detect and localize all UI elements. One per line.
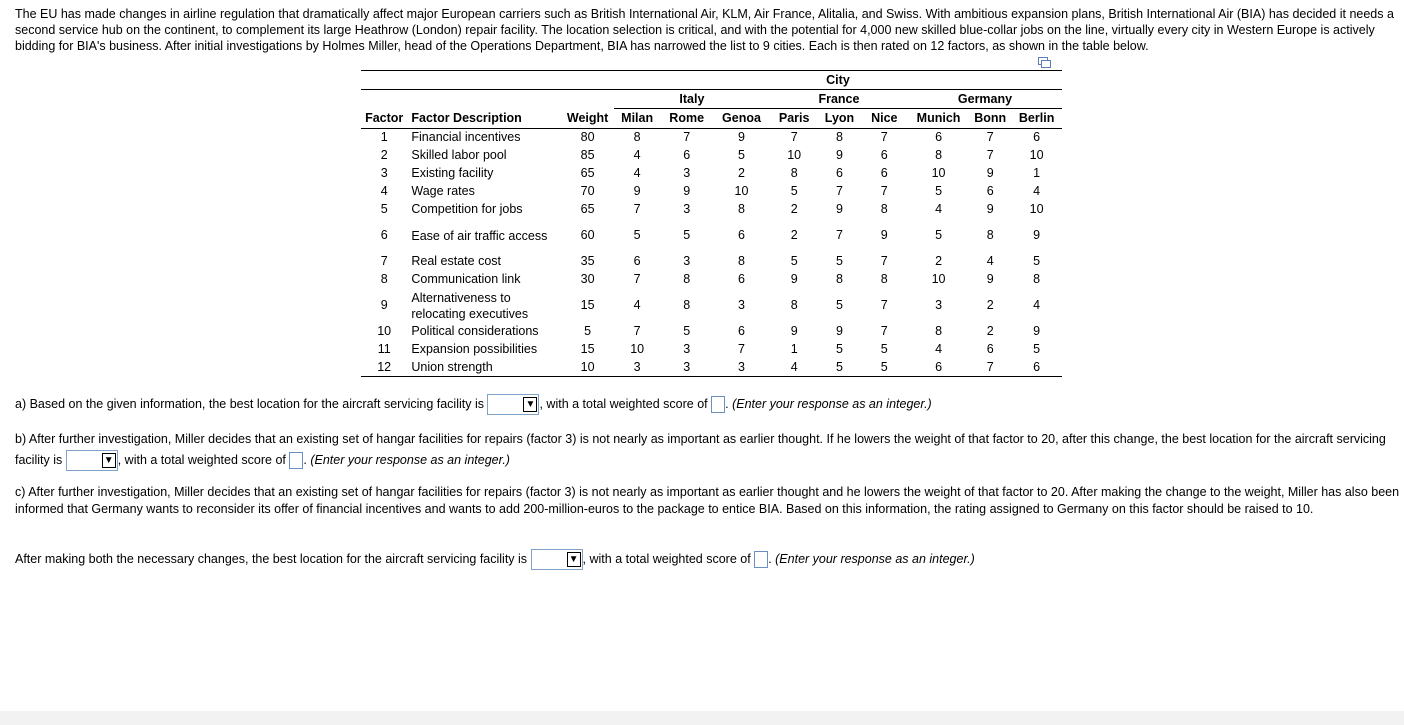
city-rating: 4 xyxy=(935,202,943,216)
city-rating: 10 xyxy=(787,148,802,162)
factor-number: 12 xyxy=(361,359,407,377)
city-rating: 2 xyxy=(935,254,943,268)
factor-description: Existing facility xyxy=(411,166,494,180)
question-b-text: b) After further investigation, Miller decides that an existing set of hangar facilities for repairs (factor 3) is not nearly as important as earlier thought. If he lowers the weight of that factor to 20, after this change, the best location for the aircraft servicing facility is xyxy=(15,432,1386,467)
city-rating: 8 xyxy=(633,130,641,145)
city-rating: 6 xyxy=(935,130,943,145)
city-rating: 9 xyxy=(737,130,745,145)
city-rating: 10 xyxy=(1029,148,1044,162)
col-header: Munich xyxy=(908,109,969,129)
factor-description: Real estate cost xyxy=(411,254,502,268)
question-a xyxy=(15,394,932,415)
factor-description: Skilled labor pool xyxy=(411,148,507,162)
city-rating: 8 xyxy=(1033,272,1041,286)
factor-description: Ease of air traffic access xyxy=(411,228,548,243)
factor-number: 8 xyxy=(380,272,388,286)
city-rating: 7 xyxy=(986,148,994,162)
question-c-text: c) After further investigation, Miller decides that an existing set of hangar facilities for repairs (factor 3) is not nearly as important as earlier thought and he lowers the weight of that factor to 20. After making the change to the weight, Miller has also been informed that Germany wants to reconsider its offer of financial incentives and wants to add 200-million-euros to the package to entice BIA. Based on this information, the rating assigned to Germany on this factor should be raised to 10. xyxy=(15,485,1400,516)
factor-weight: 65 xyxy=(580,166,595,180)
city-rating: 7 xyxy=(836,228,843,242)
city-rating: 6 xyxy=(737,272,745,286)
city-rating: 7 xyxy=(737,342,745,356)
question-c-prompt: After making both the necessary changes, the best location for the aircraft servicing facility is xyxy=(15,552,528,566)
city-rating: 5 xyxy=(683,324,691,338)
city-rating: 6 xyxy=(737,228,745,242)
city-rating: 8 xyxy=(836,272,843,286)
factor-description: Wage rates xyxy=(411,184,475,198)
city-rating: 8 xyxy=(790,166,798,180)
factor-weight: 85 xyxy=(580,148,595,162)
city-rating: 9 xyxy=(1033,228,1041,242)
city-rating: 5 xyxy=(836,298,843,312)
table-row xyxy=(361,147,1062,165)
dropdown-arrow-icon[interactable]: ▼ xyxy=(523,397,537,412)
city-rating: 1 xyxy=(790,342,798,356)
city-rating: 6 xyxy=(908,359,969,377)
city-rating: 8 xyxy=(683,272,691,286)
table-row xyxy=(361,341,1062,359)
factor-weight: 10 xyxy=(561,359,614,377)
factor-weight: 70 xyxy=(580,184,595,198)
factor-description: Alternativeness to relocating executives xyxy=(411,290,529,321)
copy-icon[interactable] xyxy=(1038,57,1051,69)
score-input-b[interactable] xyxy=(289,452,303,469)
city-rating: 4 xyxy=(770,359,818,377)
col-header: Factor xyxy=(361,109,407,129)
factor-number: 11 xyxy=(377,342,391,356)
city-rating: 5 xyxy=(836,254,843,268)
col-header: Milan xyxy=(614,109,660,129)
city-rating: 8 xyxy=(683,298,691,312)
question-b-mid: , with a total weighted score of xyxy=(117,453,286,467)
city-rating: 8 xyxy=(737,254,745,268)
city-rating: 6 xyxy=(633,254,641,268)
city-rating: 5 xyxy=(633,228,641,242)
factor-description: Union strength xyxy=(407,359,561,377)
table-row xyxy=(361,323,1062,341)
factor-number: 1 xyxy=(380,130,388,145)
city-rating: 10 xyxy=(931,166,946,180)
table-body xyxy=(361,129,1062,377)
city-rating: 5 xyxy=(935,228,943,242)
city-rating: 3 xyxy=(713,359,770,377)
city-rating: 5 xyxy=(790,184,798,198)
city-rating: 4 xyxy=(633,148,641,162)
city-rating: 6 xyxy=(986,342,994,356)
city-rating: 8 xyxy=(880,202,888,216)
city-rating: 5 xyxy=(880,342,888,356)
city-rating: 3 xyxy=(683,254,691,268)
score-input-c[interactable] xyxy=(754,551,768,568)
country-italy: Italy xyxy=(614,90,770,109)
table-row xyxy=(361,289,1062,323)
city-rating: 5 xyxy=(836,342,843,356)
factor-number: 7 xyxy=(380,254,388,268)
factor-number: 5 xyxy=(380,202,388,216)
city-rating: 10 xyxy=(1029,202,1044,216)
city-rating: 4 xyxy=(935,342,943,356)
city-rating: 9 xyxy=(836,148,843,162)
city-rating: 3 xyxy=(683,166,691,180)
problem-intro: The EU has made changes in airline regulation that dramatically affect major European carriers such as British International Air, KLM, Air France, Alitalia, and Swiss. With ambitious expansion plans, British International Air (BIA) has decided it needs a second service hub on the continent, to complement its large Heathrow (London) repair facility. The location selection is critical, and with the potential for 4,000 new skilled blue-collar jobs on the line, virtually every city in Western Europe is actively bidding for BIA's business. After initial investigations by Holmes Miller, head of the Operations Department, BIA has narrowed the list to 9 cities. Each is then rated on 12 factors, as shown in the table below. xyxy=(15,7,1394,54)
city-rating: 4 xyxy=(1033,184,1041,198)
factor-description: Communication link xyxy=(411,272,521,286)
city-rating: 10 xyxy=(931,272,946,286)
city-rating: 8 xyxy=(790,298,798,312)
city-rating: 2 xyxy=(790,202,798,216)
location-select-c[interactable] xyxy=(531,549,583,570)
question-b-hint: . (Enter your response as an integer.) xyxy=(303,453,510,467)
dropdown-arrow-icon[interactable]: ▼ xyxy=(567,552,581,567)
city-rating: 9 xyxy=(633,184,641,198)
city-rating: 6 xyxy=(1033,130,1041,145)
factor-number: 2 xyxy=(380,148,388,162)
question-c-mid: , with a total weighted score of xyxy=(582,552,751,566)
question-c-hint: . (Enter your response as an integer.) xyxy=(768,552,975,566)
city-rating: 9 xyxy=(986,272,994,286)
city-rating: 1 xyxy=(1033,166,1041,180)
city-rating: 3 xyxy=(737,298,745,312)
col-header: Nice xyxy=(861,109,908,129)
table-row xyxy=(361,165,1062,183)
city-rating: 9 xyxy=(986,166,994,180)
country-germany: Germany xyxy=(908,90,1062,109)
city-rating: 3 xyxy=(935,298,943,312)
score-input-a[interactable] xyxy=(711,396,725,413)
factor-weight: 5 xyxy=(584,324,592,338)
city-rating: 8 xyxy=(935,148,943,162)
factor-weight: 15 xyxy=(580,342,595,356)
col-header: Lyon xyxy=(818,109,860,129)
city-rating: 6 xyxy=(836,166,843,180)
city-rating: 9 xyxy=(880,228,888,242)
city-rating: 2 xyxy=(986,298,994,312)
city-rating: 6 xyxy=(986,184,994,198)
factor-description: Financial incentives xyxy=(411,130,521,145)
city-rating: 7 xyxy=(969,359,1011,377)
city-rating: 7 xyxy=(683,130,691,145)
city-rating: 5 xyxy=(1033,254,1041,268)
col-header: Paris xyxy=(770,109,818,129)
city-rating: 7 xyxy=(880,130,888,145)
city-rating: 4 xyxy=(1033,298,1041,312)
col-header: Bonn xyxy=(969,109,1011,129)
city-rating: 6 xyxy=(737,324,745,338)
col-header: Weight xyxy=(561,109,614,129)
factor-number: 10 xyxy=(377,324,392,338)
question-a-hint: . (Enter your response as an integer.) xyxy=(725,397,932,411)
table-row xyxy=(361,129,1062,147)
table-row xyxy=(361,219,1062,253)
city-rating: 7 xyxy=(633,324,641,338)
factor-number: 9 xyxy=(380,298,388,312)
city-rating: 9 xyxy=(986,202,994,216)
city-rating: 5 xyxy=(737,148,745,162)
city-rating: 10 xyxy=(630,342,645,356)
city-rating: 9 xyxy=(836,324,843,338)
city-rating: 4 xyxy=(633,298,641,312)
city-rating: 3 xyxy=(683,342,691,356)
city-rating: 5 xyxy=(818,359,860,377)
table-row xyxy=(361,359,1062,377)
city-rating: 8 xyxy=(836,130,843,145)
city-rating: 7 xyxy=(790,130,798,145)
factor-weight: 60 xyxy=(580,228,595,242)
country-france: France xyxy=(770,90,908,109)
city-rating: 9 xyxy=(1033,324,1041,338)
city-rating: 9 xyxy=(836,202,843,216)
dropdown-arrow-icon[interactable]: ▼ xyxy=(102,453,116,468)
city-rating: 7 xyxy=(880,298,888,312)
location-select-a[interactable] xyxy=(487,394,539,415)
city-rating: 7 xyxy=(633,202,641,216)
city-rating: 2 xyxy=(986,324,994,338)
city-rating: 4 xyxy=(633,166,641,180)
city-rating: 2 xyxy=(790,228,798,242)
city-rating: 9 xyxy=(683,184,691,198)
factor-weight: 15 xyxy=(580,298,595,312)
bottom-bar xyxy=(0,711,1404,725)
city-rating: 6 xyxy=(1011,359,1062,377)
city-rating: 5 xyxy=(1033,342,1041,356)
col-header: Berlin xyxy=(1011,109,1062,129)
city-rating: 7 xyxy=(880,324,888,338)
city-rating: 5 xyxy=(861,359,908,377)
table-row xyxy=(361,183,1062,201)
factor-weight: 80 xyxy=(580,130,595,145)
city-rating: 6 xyxy=(683,148,691,162)
factor-weight: 65 xyxy=(580,202,595,216)
col-header: Rome xyxy=(660,109,713,129)
city-rating: 2 xyxy=(737,166,745,180)
city-header: City xyxy=(614,71,1062,90)
city-rating: 9 xyxy=(790,272,798,286)
city-rating: 8 xyxy=(880,272,888,286)
city-rating: 7 xyxy=(986,130,994,145)
question-a-mid: , with a total weighted score of xyxy=(539,397,708,411)
city-rating: 8 xyxy=(737,202,745,216)
factor-description: Expansion possibilities xyxy=(411,342,538,356)
col-header: Genoa xyxy=(713,109,770,129)
city-rating: 3 xyxy=(660,359,713,377)
city-rating: 4 xyxy=(986,254,994,268)
location-select-b[interactable] xyxy=(66,450,118,471)
col-header: Factor Description xyxy=(407,109,561,129)
factor-rating-table xyxy=(361,70,1062,377)
question-a-text: a) Based on the given information, the best location for the aircraft servicing facility is xyxy=(15,397,484,411)
city-rating: 5 xyxy=(790,254,798,268)
city-rating: 7 xyxy=(836,184,843,198)
table-row xyxy=(361,253,1062,271)
factor-number: 3 xyxy=(380,166,388,180)
table-row xyxy=(361,271,1062,289)
factor-description: Competition for jobs xyxy=(411,202,523,216)
city-rating: 5 xyxy=(683,228,691,242)
city-rating: 7 xyxy=(880,184,888,198)
factor-number: 4 xyxy=(380,184,388,198)
city-rating: 8 xyxy=(935,324,943,338)
table-row xyxy=(361,201,1062,219)
factor-weight: 30 xyxy=(580,272,595,286)
city-rating: 3 xyxy=(614,359,660,377)
city-rating: 9 xyxy=(790,324,798,338)
city-rating: 7 xyxy=(880,254,888,268)
city-rating: 10 xyxy=(734,184,749,198)
city-rating: 6 xyxy=(880,148,888,162)
factor-description: Political considerations xyxy=(411,324,539,338)
question-b xyxy=(15,429,1400,471)
question-c xyxy=(15,549,975,570)
factor-weight: 35 xyxy=(580,254,595,268)
factor-number: 6 xyxy=(380,228,388,242)
city-rating: 7 xyxy=(633,272,641,286)
city-rating: 5 xyxy=(935,184,943,198)
city-rating: 3 xyxy=(683,202,691,216)
city-rating: 6 xyxy=(880,166,888,180)
city-rating: 8 xyxy=(986,228,994,242)
